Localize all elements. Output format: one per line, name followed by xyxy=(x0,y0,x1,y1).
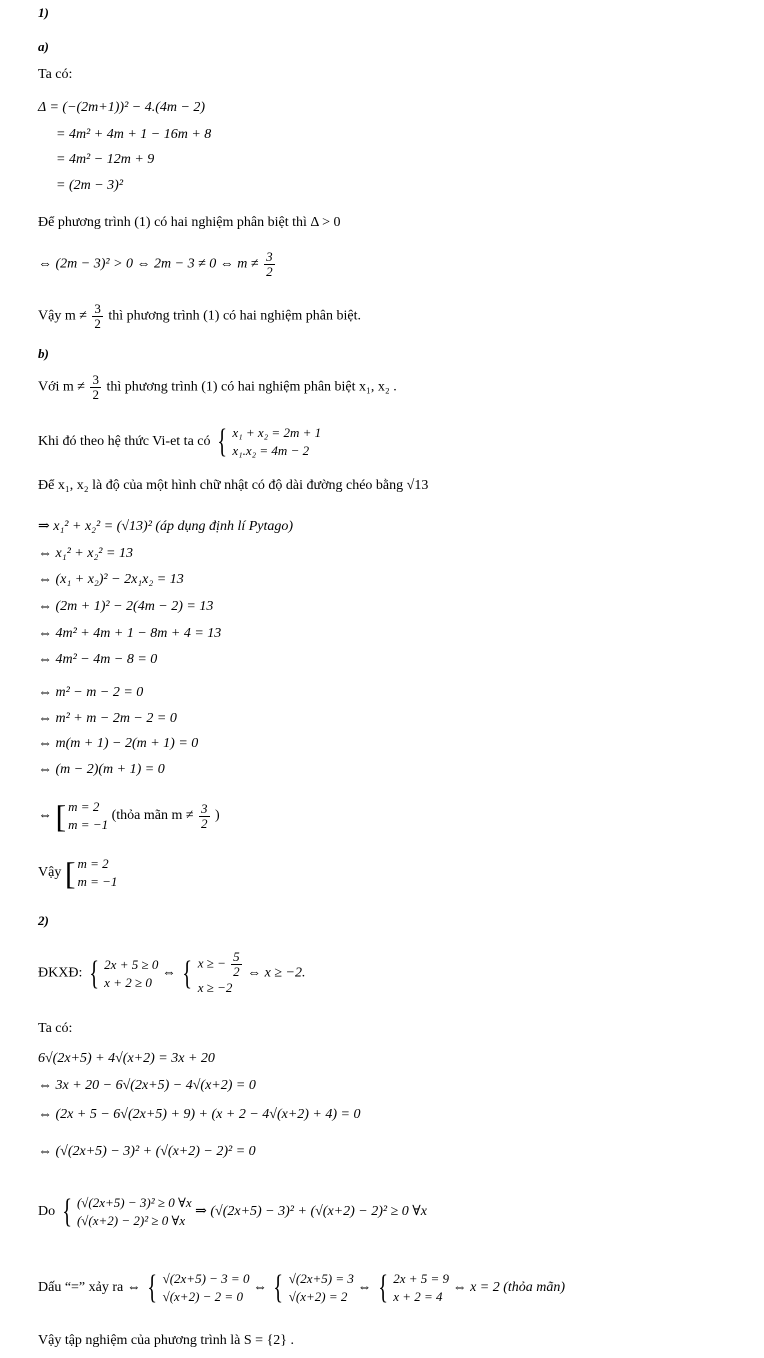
conclusion-right: thì phương trình (1) có hai nghiệm phân biệt. xyxy=(108,308,361,324)
part1b-with-line xyxy=(38,373,397,402)
p2-step-4: ⇔ (√(2x+5) − 3)² + (√(x+2) − 2)² = 0 xyxy=(38,1144,256,1159)
equality-line: Dấu “=” xảy ra ⇔ { √(2x+5) − 3 = 0 √(x+2) − 2 = 0 ⇔ { √(2x+5) = 3 √(x+2) = 2 ⇔ { 2x + 5 = 9 x + 2 = 4 ⇔ x = 2 (thỏa mãn) xyxy=(38,1269,566,1306)
fraction-den: 2 xyxy=(94,316,101,331)
b-step-7: ⇔ m² − m − 2 = 0 xyxy=(38,685,144,700)
part1a-condition: Để phương trình (1) có hai nghiệm phân biệt thì Δ > 0 xyxy=(38,215,341,230)
vieta-text: Khi đó theo hệ thức Vi-et ta có xyxy=(38,434,211,450)
b-step-9: ⇔ m(m + 1) − 2(m + 1) = 0 xyxy=(38,736,199,751)
dkxd-r2: x ≥ −2 xyxy=(197,980,233,995)
final-m2: m = 2 xyxy=(77,856,109,871)
final-label: Vậy xyxy=(38,865,62,881)
fraction-3-2 xyxy=(92,302,103,331)
dkxd-result: ⇔ x ≥ −2. xyxy=(247,965,306,981)
fraction-3-2 xyxy=(90,373,101,402)
vieta-product: x₁.x₂ = 4m − 2 xyxy=(232,443,310,458)
dkxd-equiv: ⇔ xyxy=(161,965,176,981)
p2-step-3: ⇔ (2x + 5 − 6√(2x+5) + 9) + (x + 2 − 4√(x+2) + 4) = 0 xyxy=(38,1107,361,1122)
p2-step-1: 6√(2x+5) + 4√(x+2) = 3x + 20 xyxy=(38,1051,215,1066)
fraction-3-2 xyxy=(264,250,275,279)
equiv-symbol: ⇔ xyxy=(38,808,52,824)
vieta-sum: x₁ + x₂ = 2m + 1 xyxy=(232,425,322,440)
part2-heading: 2) xyxy=(38,913,49,928)
b-step-1: ⇒ x₁² + x₂² = (√13)² (áp dụng định lí Pytago) xyxy=(38,519,294,534)
delta-line-1: Δ = (−(2m+1))² − 4.(4m − 2) xyxy=(38,100,206,115)
fraction-den: 2 xyxy=(266,264,273,279)
part1a-heading: a) xyxy=(38,39,49,54)
fraction-den: 2 xyxy=(92,387,99,402)
dkxd-cond-2: x + 2 ≥ 0 xyxy=(104,974,152,990)
fraction-num: 3 xyxy=(266,249,273,264)
left-brace-icon: { xyxy=(89,954,99,992)
part1a-equiv-line xyxy=(38,250,277,279)
do-cond-1: (√(2x+5) − 3)² ≥ 0 ∀x xyxy=(76,1195,192,1210)
dkxd-system-2 xyxy=(179,950,243,997)
do-result: ⇒ (√(2x+5) − 3)² + (√(x+2) − 2)² ≥ 0 ∀x xyxy=(195,1204,427,1220)
part1a-conclusion xyxy=(38,302,361,331)
eq-system-3 xyxy=(375,1270,449,1306)
dkxd-cond-1: 2x + 5 ≥ 0 xyxy=(104,956,159,972)
eq-s3-l2: x + 2 = 4 xyxy=(393,1289,443,1304)
fraction-3-2 xyxy=(199,802,210,831)
left-bracket-icon: [ xyxy=(64,855,76,891)
equiv-left: ⇔ (2m − 3)² > 0 ⇔ 2m − 3 ≠ 0 ⇔ m ≠ xyxy=(38,256,259,272)
fraction-num: 3 xyxy=(92,372,99,387)
left-brace-icon: { xyxy=(217,423,228,460)
equality-label: Dấu “=” xảy ra ⇔ xyxy=(38,1280,141,1296)
result-m2: m = 2 xyxy=(68,799,100,814)
with-right: thì phương trình (1) có hai nghiệm phân biệt x₁, x₂ . xyxy=(106,379,397,395)
part1b-heading: b) xyxy=(38,346,49,361)
left-bracket-icon: [ xyxy=(55,798,67,834)
do-system xyxy=(59,1194,192,1230)
eq-s1-l2: √(x+2) − 2 = 0 xyxy=(162,1289,243,1304)
do-line xyxy=(38,1194,427,1230)
fraction-num: 3 xyxy=(201,800,208,816)
left-brace-icon: { xyxy=(147,1269,158,1306)
fraction-5-2 xyxy=(231,950,242,979)
vieta-line xyxy=(38,424,321,460)
fraction-den: 2 xyxy=(233,964,240,979)
result-note-close: ) xyxy=(215,808,220,824)
dkxd-line xyxy=(38,950,305,997)
dkxd-label: ĐKXĐ: xyxy=(38,965,83,981)
left-brace-icon: { xyxy=(378,1269,388,1306)
eq-s2-l2: √(x+2) = 2 xyxy=(288,1289,348,1304)
delta-line-4: = (2m − 3)² xyxy=(56,178,124,193)
left-brace-icon: { xyxy=(273,1269,284,1306)
b-step-4: ⇔ (2m + 1)² − 2(4m − 2) = 13 xyxy=(38,599,214,614)
part1a-intro: Ta có: xyxy=(38,67,73,82)
delta-line-3: = 4m² − 12m + 9 xyxy=(56,152,155,167)
eq-system-2 xyxy=(270,1270,353,1306)
do-label: Do xyxy=(38,1204,56,1220)
conclusion-left: Vậy m ≠ xyxy=(38,308,87,324)
part2-intro: Ta có: xyxy=(38,1021,73,1036)
dkxd-r1 xyxy=(198,950,244,979)
result-bracket-system xyxy=(56,798,109,834)
do-cond-2: (√(x+2) − 2)² ≥ 0 ∀x xyxy=(76,1213,186,1228)
dkxd-system xyxy=(86,956,159,992)
b-step-5: ⇔ 4m² + 4m + 1 − 8m + 4 = 13 xyxy=(38,626,222,641)
b-step-6: ⇔ 4m² − 4m − 8 = 0 xyxy=(38,652,158,667)
b-step-10: ⇔ (m − 2)(m + 1) = 0 xyxy=(38,762,165,777)
fraction-num: 3 xyxy=(94,301,101,316)
eq-result: ⇔ x = 2 (thỏa mãn) xyxy=(452,1280,566,1296)
p2-step-2: ⇔ 3x + 20 − 6√(2x+5) − 4√(x+2) = 0 xyxy=(38,1078,256,1093)
left-brace-icon: { xyxy=(182,954,193,992)
with-left: Với m ≠ xyxy=(38,379,85,395)
eq-system-1 xyxy=(144,1270,249,1306)
result-note: (thỏa mãn m ≠ xyxy=(111,808,194,824)
final-conclusion: Vậy tập nghiệm của phương trình là S = {2} . xyxy=(38,1333,295,1348)
b-result-line xyxy=(38,798,220,834)
eq-s3-l1: 2x + 5 = 9 xyxy=(393,1271,450,1286)
dkxd-r1-left: x ≥ − xyxy=(197,955,226,971)
final-m-neg1: m = −1 xyxy=(77,874,118,889)
vieta-system xyxy=(214,424,321,460)
fraction-num: 5 xyxy=(233,949,240,964)
b-final-line xyxy=(38,855,117,891)
result-m-neg1: m = −1 xyxy=(68,817,109,832)
b-step-2: ⇔ x₁² + x₂² = 13 xyxy=(38,546,133,561)
rect-condition: Để x₁, x₂ là độ của một hình chữ nhật có độ dài đường chéo bằng √13 xyxy=(38,478,429,493)
eq-s2-l1: √(2x+5) = 3 xyxy=(288,1271,354,1286)
final-bracket-system xyxy=(65,855,118,891)
left-brace-icon: { xyxy=(61,1193,72,1230)
fraction-den: 2 xyxy=(201,815,208,831)
part1-heading: 1) xyxy=(38,5,49,20)
delta-line-2: = 4m² + 4m + 1 − 16m + 8 xyxy=(56,127,212,142)
b-step-3: ⇔ (x₁ + x₂)² − 2x₁x₂ = 13 xyxy=(38,572,184,587)
b-step-8: ⇔ m² + m − 2m − 2 = 0 xyxy=(38,711,177,726)
eq-s1-l1: √(2x+5) − 3 = 0 xyxy=(162,1271,250,1286)
